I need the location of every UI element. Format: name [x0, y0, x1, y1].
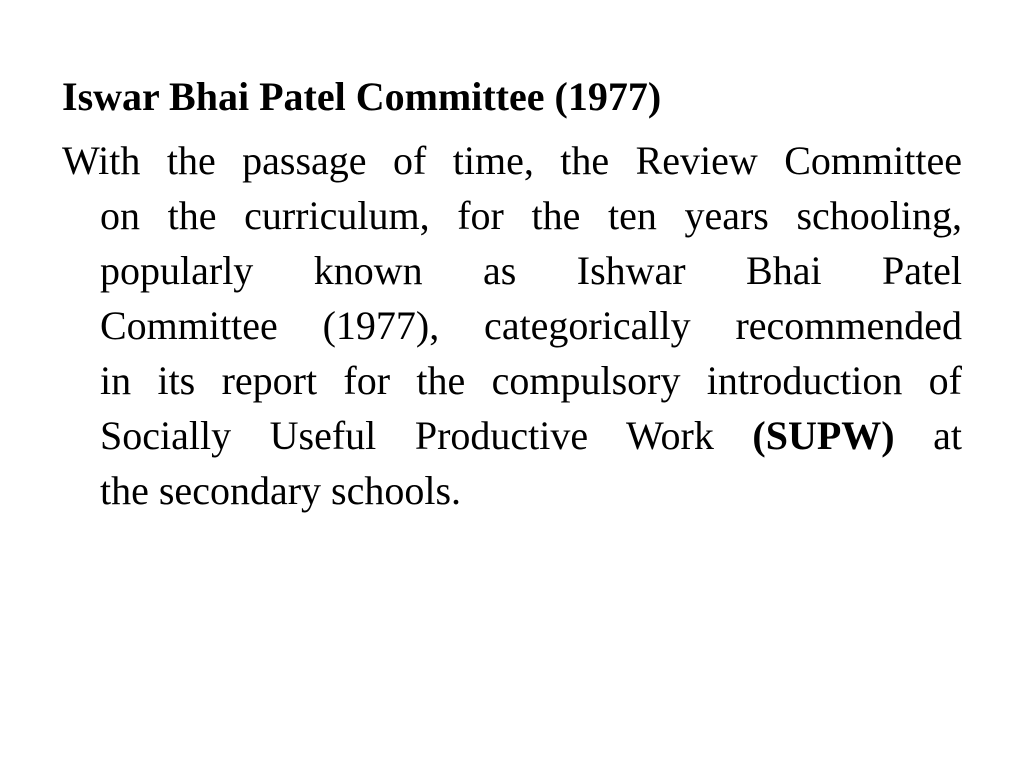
body-line: With the passage of time, the Review Committee: [62, 138, 962, 183]
body-line: [100, 408, 962, 463]
body-line: popularly known as Ishwar Bhai Patel: [100, 248, 962, 293]
body-line: on the curriculum, for the ten years schooling,: [100, 193, 962, 238]
body-line: the secondary schools.: [100, 468, 462, 513]
body-text: Socially Useful Productive Work: [100, 413, 714, 458]
body-text: at: [933, 413, 962, 458]
supw-term: (SUPW): [752, 413, 895, 458]
body-line: in its report for the compulsory introduction of: [100, 358, 962, 403]
body-line: Committee (1977), categorically recommended: [100, 303, 962, 348]
slide-body: [62, 133, 962, 518]
slide-title: Iswar Bhai Patel Committee (1977): [62, 74, 662, 119]
